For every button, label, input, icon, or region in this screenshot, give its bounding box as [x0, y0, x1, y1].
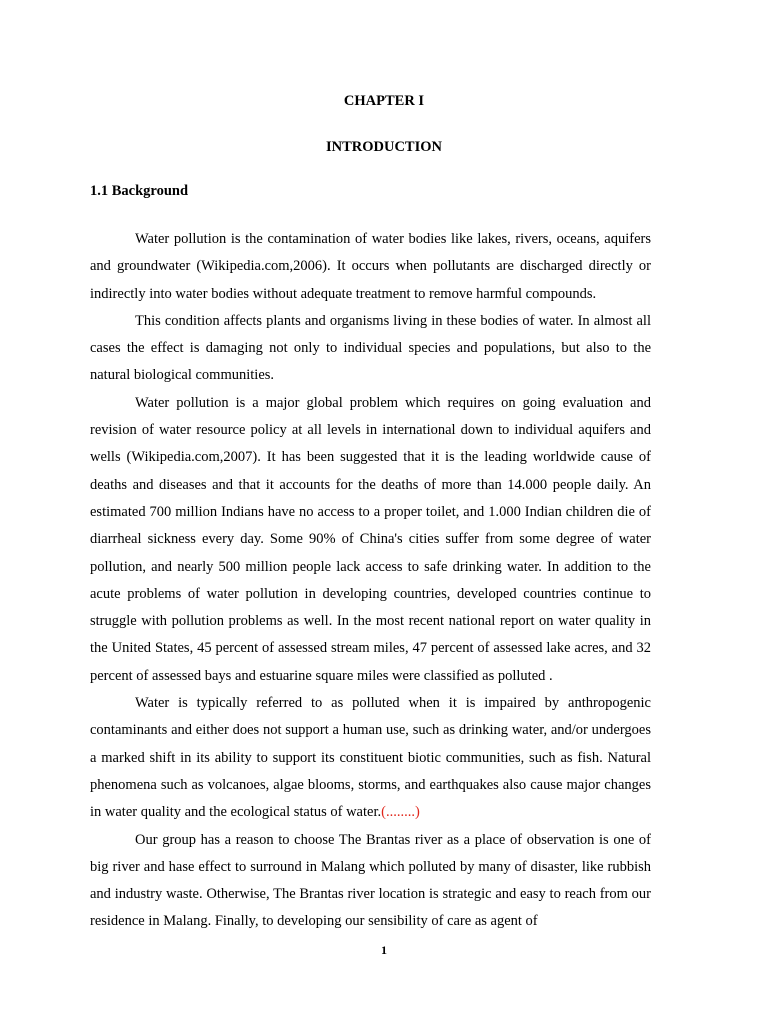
body-text [90, 226, 651, 936]
paragraph-5 [90, 827, 651, 936]
paragraph-5-text: Our group has a reason to choose The Brantas river as a place of observation is one of big river and hase effect to surround in Malang which polluted by many of disaster, like rubbish and industry waste. Otherwise, The Brantas river location is strategic and easy to reach from our residence in Malang. Finally, to developing our sensibility of care as agent of [90, 831, 651, 930]
paragraph-1-text: Water pollution is the contamination of water bodies like lakes, rivers, oceans, aquifers and groundwater (Wikipedia.com,2006). It occurs when pollutants are discharged directly or indirectly into water bodies without adequate treatment to remove harmful compounds. [90, 231, 651, 302]
paragraph-1 [90, 226, 651, 308]
citation-placeholder: (........) [381, 804, 420, 821]
chapter-heading: CHAPTER I [343, 93, 425, 109]
chapter-title: INTRODUCTION [325, 139, 442, 155]
paragraph-4 [90, 690, 651, 826]
section-heading: 1.1 Background [90, 183, 189, 199]
paragraph-3 [90, 390, 651, 690]
page-number: 1 [381, 943, 387, 957]
paragraph-2-text: This condition affects plants and organisms living in these bodies of water. In almost all cases the effect is damaging not only to individual species and populations, but also to the natural biological communities. [90, 312, 651, 384]
paragraph-3-text: Water pollution is a major global problem which requires on going evaluation and revision of water resource policy at all levels in international down to individual aquifers and wells (Wikipedia.com,2007). It has been suggested that it is the leading worldwide cause of deaths and diseases and that it accounts for the deaths of more than 14.000 people daily. An estimated 700 million Indians have no access to a proper toilet, and 1.000 Indian children die of diarrheal sickness every day. Some 90% of China's cities suffer from some degree of water pollution, and nearly 500 million people lack access to safe drinking water. In addition to the acute problems of water pollution in developing countries, developed countries continue to struggle with pollution problems as well. In the most recent national report on water quality in the United States, 45 percent of assessed stream miles, 47 percent of assessed lake acres, and 32 percent of assessed bays and estuarine square miles were classified as polluted . [90, 394, 651, 684]
paragraph-2 [90, 308, 651, 390]
paragraph-4-text: Water is typically referred to as polluted when it is impaired by anthropogenic contaminants and either does not support a human use, such as drinking water, and/or undergoes a marked shift in its ability to support its constituent biotic communities, such as fish. Natural phenomena such as volcanoes, algae blooms, storms, and earthquakes also cause major changes in water quality and the ecological status of water. [90, 695, 651, 821]
